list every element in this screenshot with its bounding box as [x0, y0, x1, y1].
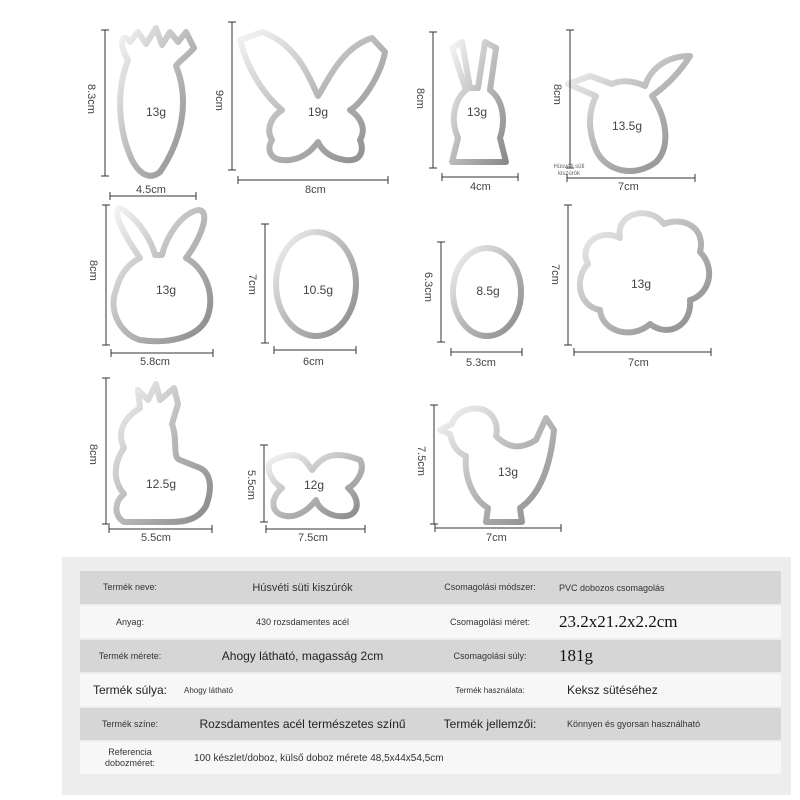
- spec-key: Csomagolási súly:: [425, 639, 555, 673]
- bunny-small-height-label: 8cm: [414, 88, 426, 109]
- butterfly-large-cutter: [240, 32, 385, 160]
- dimension-lines: [101, 22, 711, 533]
- carrot-weight-label: 13g: [145, 105, 167, 119]
- spec-value: Keksz sütéséhez: [555, 673, 781, 707]
- carrot-width-label: 4.5cm: [136, 184, 166, 196]
- butterfly-small-weight-label: 12g: [303, 478, 325, 492]
- spec-value: PVC dobozos csomagolás: [555, 571, 781, 605]
- spec-value: Ahogy látható, magasság 2cm: [180, 639, 425, 673]
- spec-row: [80, 673, 781, 707]
- bunny-small-cutter: [452, 42, 506, 162]
- spec-value: 430 rozsdamentes acél: [180, 605, 425, 639]
- bunny-ear-cutter: [568, 56, 690, 171]
- bunny-ear-weight-label: 13.5g: [611, 119, 643, 133]
- spec-key: Termék színe:: [80, 707, 180, 741]
- spec-row: [80, 605, 781, 639]
- carrot-cutter: [120, 28, 194, 176]
- chick-weight-label: 13g: [497, 465, 519, 479]
- chick-height-label: 7.5cm: [415, 446, 427, 476]
- flower-cutter: [580, 213, 709, 332]
- spec-table: [80, 571, 781, 776]
- egg-small-width-label: 5.3cm: [466, 357, 496, 369]
- bunny-head-cutter: [113, 208, 210, 341]
- bunny-sitting-height-label: 8cm: [87, 444, 99, 465]
- chick-width-label: 7cm: [486, 532, 507, 544]
- bunny-head-height-label: 8cm: [87, 260, 99, 281]
- spec-key: Termék jellemzői:: [425, 707, 555, 741]
- butterfly-large-width-label: 8cm: [305, 184, 326, 196]
- bunny-small-width-label: 4cm: [470, 181, 491, 193]
- flower-height-label: 7cm: [549, 264, 561, 285]
- spec-row: [80, 571, 781, 605]
- butterfly-small-height-label: 5.5cm: [245, 470, 257, 500]
- spec-panel: [62, 557, 791, 795]
- spec-row: [80, 639, 781, 673]
- spec-row: [80, 741, 781, 775]
- bunny-ear-height-label: 8cm: [551, 84, 563, 105]
- butterfly-small-width-label: 7.5cm: [298, 532, 328, 544]
- spec-value: Rozsdamentes acél természetes színű: [180, 707, 425, 741]
- spec-key: Csomagolási méret:: [425, 605, 555, 639]
- spec-row: [80, 707, 781, 741]
- bunny-head-width-label: 5.8cm: [140, 356, 170, 368]
- egg-large-width-label: 6cm: [303, 356, 324, 368]
- spec-value: 181g: [555, 639, 781, 673]
- bunny-sitting-width-label: 5.5cm: [141, 532, 171, 544]
- egg-large-weight-label: 10.5g: [302, 283, 334, 297]
- spec-key: Anyag:: [80, 605, 180, 639]
- butterfly-large-height-label: 9cm: [213, 90, 225, 111]
- egg-small-weight-label: 8.5g: [476, 284, 500, 298]
- spec-value: Húsvéti süti kiszúrók: [180, 571, 425, 605]
- spec-key: Termék neve:: [80, 571, 180, 605]
- flower-weight-label: 13g: [630, 277, 652, 291]
- spec-key: Termék mérete:: [80, 639, 180, 673]
- bunny-small-weight-label: 13g: [466, 105, 488, 119]
- bunny-sitting-cutter: [116, 384, 210, 522]
- butterfly-large-weight-label: 19g: [307, 105, 329, 119]
- watermark-note: Húsvéti süti kiszúrók: [553, 164, 585, 177]
- spec-value: 23.2x21.2x2.2cm: [555, 605, 781, 639]
- spec-value: Könnyen és gyorsan használható: [555, 707, 781, 741]
- egg-small-height-label: 6.3cm: [422, 272, 434, 302]
- spec-key: Termék használata:: [425, 673, 555, 707]
- spec-key: Csomagolási módszer:: [425, 571, 555, 605]
- spec-key: Referencia dobozméret:: [80, 741, 180, 775]
- bunny-sitting-weight-label: 12.5g: [145, 477, 177, 491]
- bunny-ear-width-label: 7cm: [618, 181, 639, 193]
- bunny-head-weight-label: 13g: [155, 283, 177, 297]
- egg-large-height-label: 7cm: [246, 274, 258, 295]
- flower-width-label: 7cm: [628, 357, 649, 369]
- spec-value: Ahogy látható: [180, 673, 425, 707]
- spec-key: Termék súlya:: [80, 673, 180, 707]
- carrot-height-label: 8.3cm: [85, 84, 97, 114]
- spec-value: 100 készlet/doboz, külső doboz mérete 48,5x44x54,5cm: [180, 741, 781, 775]
